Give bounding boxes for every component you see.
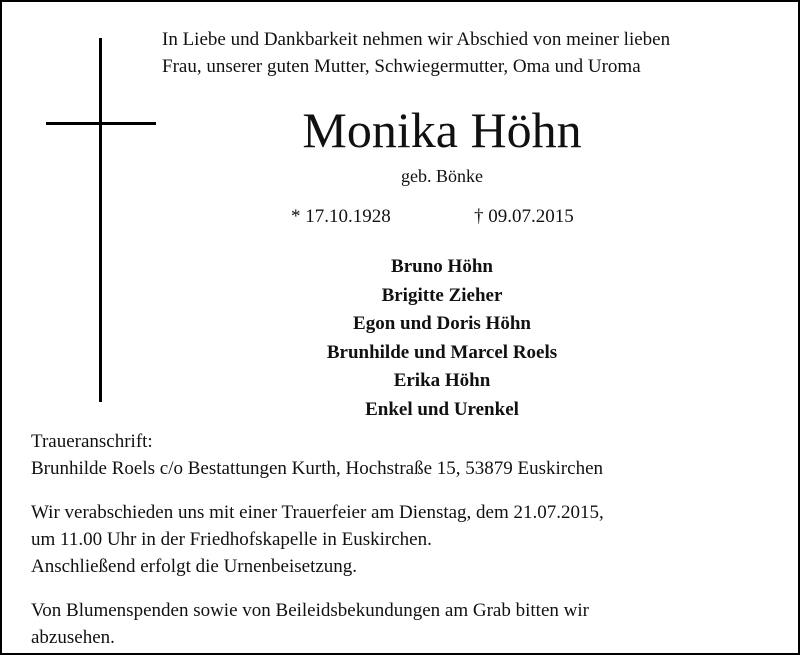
- ceremony-line-2: um 11.00 Uhr in der Friedhofskapelle in Euskirchen.: [31, 529, 432, 550]
- address-text: Brunhilde Roels c/o Bestattungen Kurth, Hochstraße 15, 53879 Euskirchen: [31, 458, 604, 479]
- maiden-name: geb. Bönke: [401, 166, 483, 186]
- ceremony-line-1: Wir verabschieden uns mit einer Trauerfeier am Dienstag, dem 21.07.2015,: [31, 502, 604, 523]
- mourner-name: Brigitte Zieher: [381, 284, 503, 306]
- mourner-name: Egon und Doris Höhn: [353, 313, 531, 334]
- mourning-address: [31, 428, 603, 482]
- intro-line-2: Frau, unserer guten Mutter, Schwiegermutter, Oma und Uroma: [162, 56, 641, 77]
- mourner-name: Enkel und Urenkel: [365, 398, 519, 420]
- ceremony-info: [31, 499, 604, 580]
- intro-text: [162, 26, 792, 80]
- death-date: † 09.07.2015: [474, 206, 574, 227]
- deceased-name: Monika Höhn: [302, 102, 582, 158]
- address-label: Traueranschrift:: [31, 431, 153, 452]
- ceremony-line-3: Anschließend erfolgt die Urnenbeisetzung.: [31, 556, 358, 577]
- flowers-line-1: Von Blumenspenden sowie von Beileidsbekundungen am Grab bitten wir: [31, 600, 589, 621]
- mourner-name: Brunhilde und Marcel Roels: [326, 341, 558, 363]
- mourner-name: Bruno Höhn: [391, 256, 493, 277]
- flowers-line-2: abzusehen.: [31, 627, 115, 648]
- cross-vertical-bar: [99, 38, 102, 402]
- birth-date: * 17.10.1928: [291, 206, 391, 227]
- cross-horizontal-bar: [46, 122, 156, 125]
- intro-line-1: In Liebe und Dankbarkeit nehmen wir Abschied von meiner lieben: [162, 29, 671, 50]
- flowers-note: [31, 597, 589, 651]
- mourner-name: Erika Höhn: [393, 370, 491, 391]
- mourners-list: [162, 253, 722, 424]
